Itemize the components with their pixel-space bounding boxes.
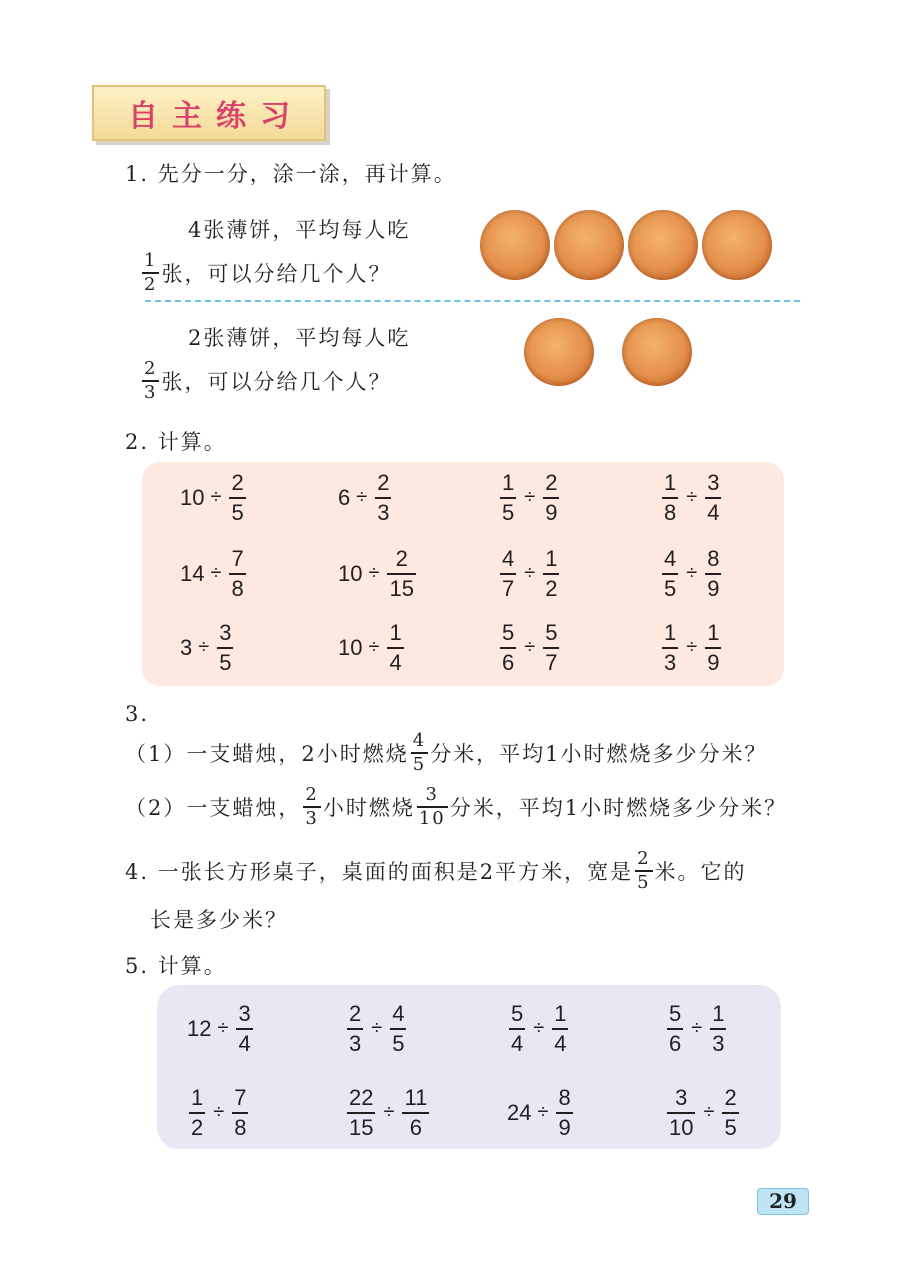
fraction: $\frac{4}{5}$ [664, 546, 677, 601]
divide-sign: ÷ [383, 1101, 395, 1124]
whole-number: 14 [180, 560, 205, 586]
fraction: $\frac{1}{2}$ [545, 546, 558, 601]
fraction: $\frac{3}{10}$ [669, 1085, 694, 1140]
q1a-fraction: $\frac{1}{2}$ [144, 250, 158, 295]
whole-number: 10 [338, 634, 363, 660]
fraction: $\frac{7}{8}$ [234, 1085, 247, 1140]
divide-sign: ÷ [686, 562, 698, 585]
divide-sign: ÷ [217, 1017, 229, 1040]
q1a-line2: $\frac{1}{2}$ 张，可以分给几个人？ [144, 250, 392, 295]
fraction: $\frac{2}{15}$ [389, 546, 414, 601]
q4-fraction: $\frac{2}{5}$ [637, 848, 651, 893]
fraction: $\frac{1}{9}$ [707, 620, 720, 675]
divide-sign: ÷ [691, 1017, 703, 1040]
division-expression [338, 622, 406, 674]
fraction: $\frac{1}{3}$ [664, 620, 677, 675]
whole-number: 10 [180, 484, 205, 510]
fraction: $\frac{2}{5}$ [231, 470, 244, 525]
division-expression [338, 548, 418, 600]
division-expression [660, 472, 723, 524]
q1b-fraction: $\frac{2}{3}$ [144, 358, 158, 403]
q3-p2-fraction2: $\frac{3}{10}$ [418, 784, 446, 829]
q4-line2: 长是多少米？ [150, 908, 288, 932]
section-title: 自主练习 [128, 99, 304, 134]
fraction: $\frac{2}{5}$ [724, 1085, 737, 1140]
divide-sign: ÷ [210, 562, 222, 585]
divide-sign: ÷ [356, 486, 368, 509]
fraction: $\frac{7}{8}$ [231, 546, 244, 601]
fraction: $\frac{2}{3}$ [349, 1001, 362, 1056]
fraction: $\frac{3}{4}$ [238, 1001, 251, 1056]
q1a-line1: 4张薄饼，平均每人吃 [188, 218, 411, 242]
q1-label: 1. 先分一分，涂一涂，再计算。 [125, 162, 457, 186]
pancake-image [628, 210, 698, 280]
whole-number: 3 [180, 634, 193, 660]
division-expression [345, 1003, 408, 1055]
fraction: $\frac{3}{4}$ [707, 470, 720, 525]
division-expression [665, 1003, 728, 1055]
fraction: $\frac{5}{6}$ [502, 620, 515, 675]
division-expression [498, 472, 561, 524]
division-expression [660, 622, 723, 674]
q2-exercise-box [142, 462, 784, 686]
divide-sign: ÷ [368, 636, 380, 659]
q3-p2-fraction1: $\frac{2}{3}$ [305, 784, 319, 829]
q3-p1-fraction: $\frac{4}{5}$ [412, 730, 427, 775]
whole-number: 6 [338, 484, 351, 510]
fraction: $\frac{1}{4}$ [554, 1001, 567, 1056]
whole-number: 12 [187, 1015, 212, 1041]
pancake-image [480, 210, 550, 280]
division-expression [660, 548, 723, 600]
division-expression [338, 472, 393, 524]
q2-label: 2. 计算。 [125, 430, 227, 454]
division-expression [187, 1087, 250, 1139]
pancake-image [524, 318, 594, 386]
division-expression [180, 472, 248, 524]
division-expression [507, 1087, 575, 1139]
fraction: $\frac{5}{6}$ [669, 1001, 682, 1056]
divide-sign: ÷ [371, 1017, 383, 1040]
fraction: $\frac{8}{9}$ [707, 546, 720, 601]
divide-sign: ÷ [198, 636, 210, 659]
q1b-pancakes [524, 318, 692, 386]
division-expression [180, 548, 248, 600]
fraction: $\frac{2}{9}$ [545, 470, 558, 525]
section-header [92, 85, 326, 141]
divide-sign: ÷ [213, 1101, 225, 1124]
fraction: $\frac{1}{8}$ [664, 470, 677, 525]
fraction: $\frac{1}{2}$ [191, 1085, 204, 1140]
division-expression [498, 548, 561, 600]
division-expression [498, 622, 561, 674]
divide-sign: ÷ [537, 1101, 549, 1124]
division-expression [180, 622, 235, 674]
pancake-image [554, 210, 624, 280]
fraction: $\frac{1}{4}$ [389, 620, 402, 675]
fraction: $\frac{2}{3}$ [377, 470, 390, 525]
divide-sign: ÷ [686, 486, 698, 509]
divide-sign: ÷ [703, 1101, 715, 1124]
fraction: $\frac{8}{9}$ [558, 1085, 571, 1140]
fraction: $\frac{22}{15}$ [349, 1085, 374, 1140]
divide-sign: ÷ [210, 486, 222, 509]
fraction: $\frac{11}{6}$ [404, 1085, 428, 1140]
divide-sign: ÷ [524, 562, 536, 585]
divide-sign: ÷ [686, 636, 698, 659]
q4-line1: 4. 一张长方形桌子，桌面的面积是2平方米，宽是 $\frac{2}{5}$ 米。它的 [125, 848, 747, 893]
fraction: $\frac{3}{5}$ [219, 620, 232, 675]
pancake-image [622, 318, 692, 386]
whole-number: 10 [338, 560, 363, 586]
q5-label: 5. 计算。 [125, 954, 227, 978]
divide-sign: ÷ [524, 486, 536, 509]
fraction: $\frac{1}{5}$ [502, 470, 515, 525]
q1b-line1: 2张薄饼，平均每人吃 [188, 326, 411, 350]
division-expression [345, 1087, 431, 1139]
q1b-line2: $\frac{2}{3}$ 张，可以分给几个人？ [144, 358, 392, 403]
q1a-pancakes [480, 210, 772, 280]
divide-sign: ÷ [524, 636, 536, 659]
fraction: $\frac{4}{7}$ [502, 546, 515, 601]
q5-exercise-box [157, 985, 781, 1149]
divide-sign: ÷ [533, 1017, 545, 1040]
fraction: $\frac{4}{5}$ [392, 1001, 405, 1056]
q3-part1: （1）一支蜡烛，2小时燃烧 $\frac{4}{5}$ 分米，平均1小时燃烧多少分米？ [125, 730, 768, 775]
division-expression [507, 1003, 570, 1055]
division-expression [187, 1003, 255, 1055]
division-expression [665, 1087, 741, 1139]
q3-label: 3. [125, 702, 150, 726]
page-number: 29 [757, 1188, 809, 1215]
pancake-image [702, 210, 772, 280]
fraction: $\frac{5}{7}$ [545, 620, 558, 675]
fraction: $\frac{5}{4}$ [511, 1001, 524, 1056]
dashed-divider [145, 300, 800, 302]
whole-number: 24 [507, 1099, 532, 1125]
fraction: $\frac{1}{3}$ [712, 1001, 725, 1056]
divide-sign: ÷ [368, 562, 380, 585]
q3-part2: （2）一支蜡烛， $\frac{2}{3}$ 小时燃烧 $\frac{3}{10}$ 分米，平均1小时燃烧多少分米？ [125, 784, 788, 829]
